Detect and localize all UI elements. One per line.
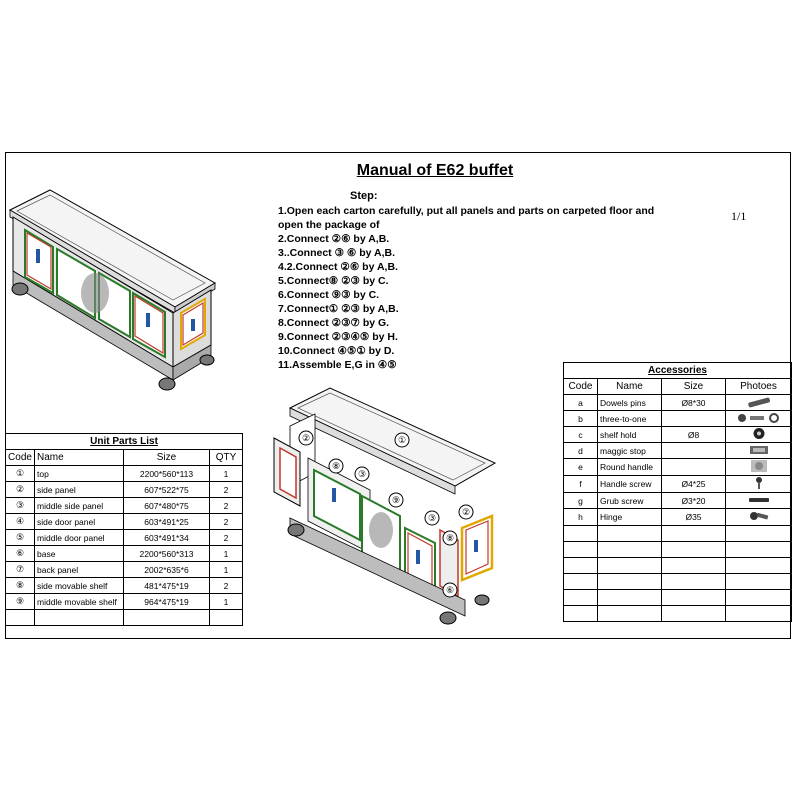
step-item: 7.Connect① ②③ by A,B.	[278, 303, 399, 315]
part-qty: 2	[210, 498, 243, 514]
table-row-empty	[564, 606, 792, 622]
table-row	[564, 459, 792, 476]
accessory-size: Ø8*30	[662, 395, 726, 411]
round-handle-icon	[749, 459, 769, 473]
header-size: Size	[124, 450, 210, 466]
table-row	[6, 514, 243, 530]
header-code: Code	[564, 379, 598, 395]
table-row	[564, 493, 792, 509]
accessories-title: Accessories	[564, 363, 792, 379]
part-code: ⑥	[6, 546, 35, 562]
table-row-empty	[564, 542, 792, 558]
unit-parts-table	[5, 433, 243, 626]
part-name: side panel	[35, 482, 124, 498]
part-code: ②	[6, 482, 35, 498]
shelf-hold-icon	[749, 427, 769, 440]
page-number: 1/1	[731, 209, 747, 223]
table-row	[564, 509, 792, 526]
part-label-9: ⑨	[391, 495, 401, 505]
table-row-empty	[6, 610, 243, 626]
table-row	[6, 498, 243, 514]
part-size: 607*480*75	[124, 498, 210, 514]
screw-icon	[749, 476, 769, 490]
part-code: ④	[6, 514, 35, 530]
accessories-table	[563, 362, 792, 622]
table-header-row	[6, 450, 243, 466]
accessory-code: f	[564, 476, 598, 493]
table-row	[6, 482, 243, 498]
header-name: Name	[598, 379, 662, 395]
part-size: 2200*560*313	[124, 546, 210, 562]
part-qty: 1	[210, 546, 243, 562]
accessory-size: Ø4*25	[662, 476, 726, 493]
table-row	[6, 530, 243, 546]
part-name: back panel	[35, 562, 124, 578]
table-header-row	[564, 379, 792, 395]
part-name: middle door panel	[35, 530, 124, 546]
magnetic-stop-icon	[747, 443, 771, 456]
accessory-code: a	[564, 395, 598, 411]
exploded-view-illustration	[270, 378, 500, 633]
steps-heading: Step:	[350, 190, 378, 202]
part-code: ⑨	[6, 594, 35, 610]
step-item: 5.Connect⑧ ②③ by C.	[278, 275, 389, 287]
header-size: Size	[662, 379, 726, 395]
assembled-buffet-illustration	[5, 185, 220, 400]
part-name: top	[35, 466, 124, 482]
accessory-name: Hinge	[598, 509, 662, 526]
part-qty: 1	[210, 594, 243, 610]
accessory-code: d	[564, 443, 598, 459]
accessory-size	[662, 411, 726, 427]
part-size: 2200*560*113	[124, 466, 210, 482]
accessory-name: three-to-one	[598, 411, 662, 427]
part-code: ⑦	[6, 562, 35, 578]
table-row	[6, 594, 243, 610]
header-photos: Photoes	[726, 379, 792, 395]
unit-parts-title: Unit Parts List	[6, 434, 243, 450]
step-item: 8.Connect ②③⑦ by G.	[278, 317, 390, 329]
accessory-code: h	[564, 509, 598, 526]
assembly-steps	[278, 205, 678, 372]
step-item: 1.Open each carton carefully, put all panels and parts on carpeted floor and	[278, 205, 655, 217]
step-item: 9.Connect ②③④⑤ by H.	[278, 331, 398, 343]
header-name: Name	[35, 450, 124, 466]
table-row-empty	[564, 574, 792, 590]
part-label-3: ③	[357, 469, 367, 479]
accessory-code: b	[564, 411, 598, 427]
accessory-name: Handle screw	[598, 476, 662, 493]
header-qty: QTY	[210, 450, 243, 466]
table-row	[564, 411, 792, 427]
part-name: side door panel	[35, 514, 124, 530]
part-code: ⑧	[6, 578, 35, 594]
part-qty: 2	[210, 482, 243, 498]
table-row-empty	[564, 526, 792, 542]
step-item: open the package of	[278, 219, 380, 231]
dowel-pin-icon	[744, 396, 774, 408]
part-size: 481*475*19	[124, 578, 210, 594]
part-name: side movable shelf	[35, 578, 124, 594]
table-row	[6, 466, 243, 482]
part-size: 964*475*19	[124, 594, 210, 610]
table-row-empty	[564, 558, 792, 574]
part-name: middle side panel	[35, 498, 124, 514]
step-item: 10.Connect ④⑤① by D.	[278, 345, 395, 357]
table-row	[6, 562, 243, 578]
part-code: ③	[6, 498, 35, 514]
part-qty: 1	[210, 562, 243, 578]
part-qty: 2	[210, 514, 243, 530]
table-row	[6, 578, 243, 594]
page-title: Manual of E62 buffet	[356, 162, 514, 179]
part-label-6: ⑥	[445, 585, 455, 595]
table-row	[6, 546, 243, 562]
accessory-size	[662, 459, 726, 476]
part-label-2b: ②	[461, 507, 471, 517]
step-item: 11.Assemble E,G in ④⑤	[278, 359, 397, 371]
part-code: ⑤	[6, 530, 35, 546]
table-row	[564, 427, 792, 443]
table-row-empty	[564, 590, 792, 606]
hinge-icon	[748, 509, 770, 523]
part-label-1: ①	[397, 435, 407, 445]
part-qty: 2	[210, 578, 243, 594]
accessory-code: e	[564, 459, 598, 476]
step-item: 6.Connect ⑨③ by C.	[278, 289, 380, 301]
table-row	[564, 395, 792, 411]
part-name: middle movable shelf	[35, 594, 124, 610]
part-code: ①	[6, 466, 35, 482]
table-row	[564, 476, 792, 493]
accessory-name: maggic stop	[598, 443, 662, 459]
step-item: 2.Connect ②⑥ by A,B.	[278, 233, 390, 245]
part-label-2: ②	[301, 433, 311, 443]
accessory-name: shelf hold	[598, 427, 662, 443]
accessory-code: c	[564, 427, 598, 443]
part-size: 603*491*34	[124, 530, 210, 546]
part-qty: 1	[210, 466, 243, 482]
accessory-size: Ø35	[662, 509, 726, 526]
part-size: 603*491*25	[124, 514, 210, 530]
step-item: 3..Connect ③ ⑥ by A,B.	[278, 247, 396, 259]
accessory-name: Dowels pins	[598, 395, 662, 411]
header-code: Code	[6, 450, 35, 466]
table-row	[564, 443, 792, 459]
accessory-code: g	[564, 493, 598, 509]
part-label-3b: ③	[427, 513, 437, 523]
part-label-8: ⑧	[331, 461, 341, 471]
part-qty: 2	[210, 530, 243, 546]
accessory-name: Grub screw	[598, 493, 662, 509]
accessory-size: Ø8	[662, 427, 726, 443]
step-item: 4.2.Connect ②⑥ by A,B.	[278, 261, 398, 273]
accessory-name: Round handle	[598, 459, 662, 476]
part-name: base	[35, 546, 124, 562]
part-size: 607*522*75	[124, 482, 210, 498]
part-label-8b: ⑧	[445, 533, 455, 543]
accessory-size	[662, 443, 726, 459]
part-size: 2002*635*6	[124, 562, 210, 578]
accessory-size: Ø3*20	[662, 493, 726, 509]
grub-screw-icon	[746, 495, 772, 505]
connector-icon	[734, 412, 784, 424]
